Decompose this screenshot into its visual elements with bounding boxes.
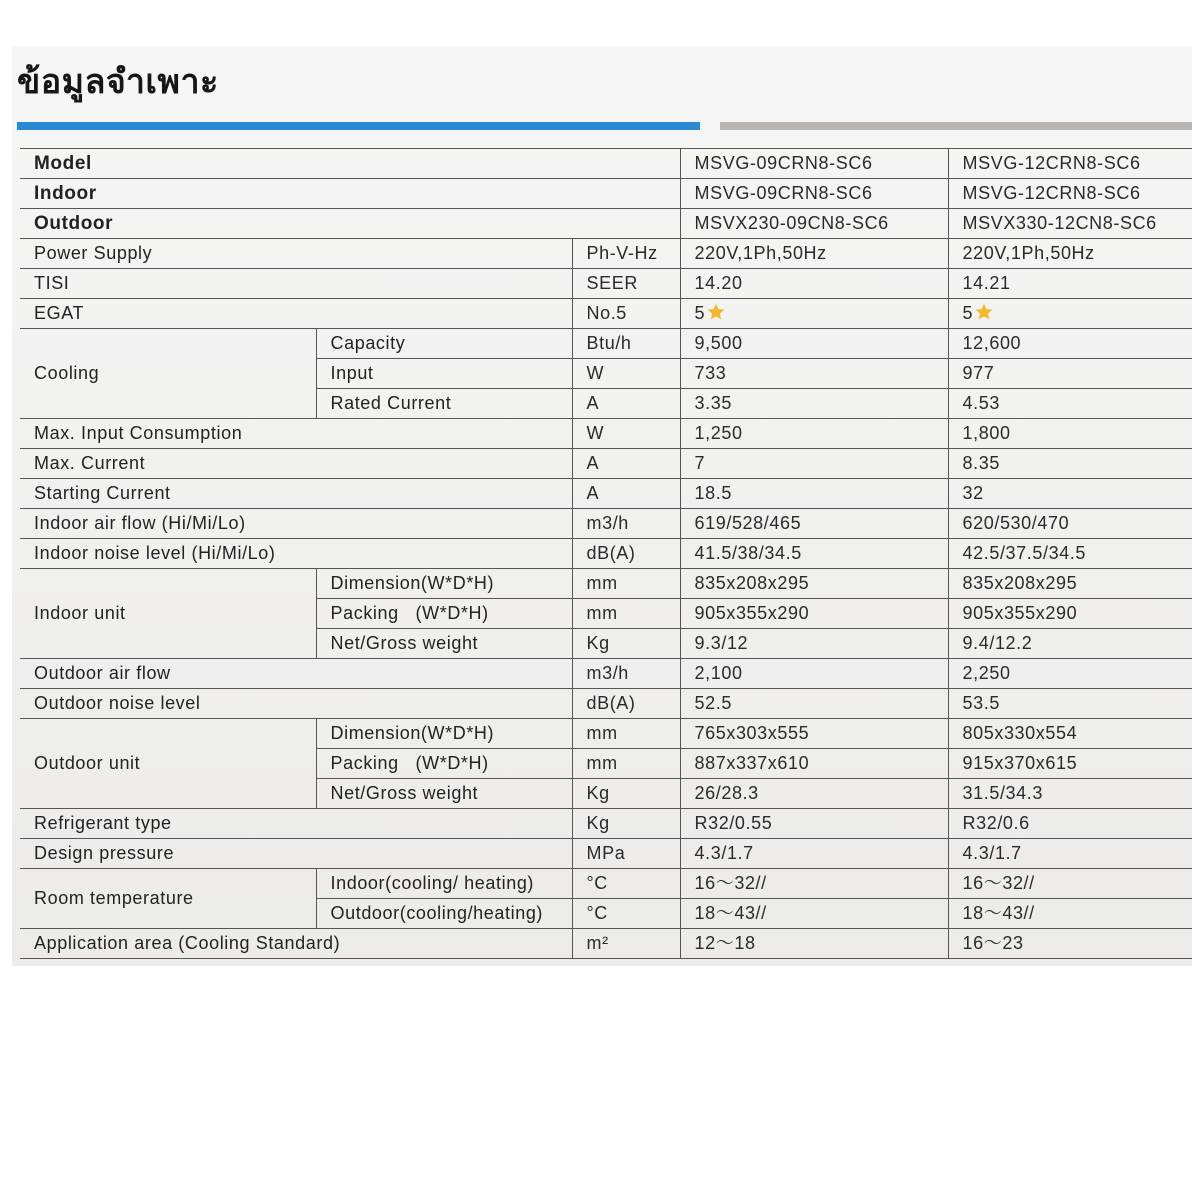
row-label: TISI <box>20 269 572 299</box>
table-row <box>20 269 1192 299</box>
sub-label: Dimension(W*D*H) <box>316 569 572 599</box>
table-row <box>20 659 1192 689</box>
sub-label: Packing (W*D*H) <box>316 599 572 629</box>
value-cell: 53.5 <box>948 689 1192 719</box>
unit-cell: mm <box>572 749 680 779</box>
value-model-b: MSVG-12CRN8-SC6 <box>948 149 1192 179</box>
value-model-a: MSVG-09CRN8-SC6 <box>680 149 948 179</box>
sub-label: Rated Current <box>316 389 572 419</box>
row-label: Indoor air flow (Hi/Mi/Lo) <box>20 509 572 539</box>
unit-cell: mm <box>572 719 680 749</box>
table-row <box>20 419 1192 449</box>
row-label: Max. Current <box>20 449 572 479</box>
spec-sheet <box>12 46 1192 966</box>
table-row <box>20 299 1192 329</box>
value-cell: 4.53 <box>948 389 1192 419</box>
sub-label: Indoor(cooling/ heating) <box>316 869 572 899</box>
row-label: Design pressure <box>20 839 572 869</box>
unit-cell: A <box>572 479 680 509</box>
unit-cell: Kg <box>572 809 680 839</box>
value-cell: 620/530/470 <box>948 509 1192 539</box>
value-cell: 3.35 <box>680 389 948 419</box>
value-indoor-b: MSVG-12CRN8-SC6 <box>948 179 1192 209</box>
egat-rating: 5 <box>694 303 706 323</box>
value-cell: 14.20 <box>680 269 948 299</box>
unit-cell: m² <box>572 929 680 959</box>
value-cell: 4.3/1.7 <box>680 839 948 869</box>
sub-label: Outdoor(cooling/heating) <box>316 899 572 929</box>
value-cell: 619/528/465 <box>680 509 948 539</box>
value-cell: 977 <box>948 359 1192 389</box>
value-cell: 835x208x295 <box>948 569 1192 599</box>
star-icon <box>974 302 994 322</box>
value-cell: 8.35 <box>948 449 1192 479</box>
table-row <box>20 539 1192 569</box>
value-cell: 220V,1Ph,50Hz <box>948 239 1192 269</box>
unit-cell: dB(A) <box>572 539 680 569</box>
sub-label: Net/Gross weight <box>316 629 572 659</box>
unit-cell: m3/h <box>572 659 680 689</box>
value-cell: 887x337x610 <box>680 749 948 779</box>
table-row <box>20 689 1192 719</box>
unit-cell: Kg <box>572 779 680 809</box>
table-row <box>20 929 1192 959</box>
value-cell: 733 <box>680 359 948 389</box>
title-underline-blue <box>17 122 700 130</box>
value-cell: 16～23 <box>948 929 1192 959</box>
group-label: Indoor unit <box>20 569 316 659</box>
row-label: Indoor <box>20 179 680 209</box>
table-row <box>20 179 1192 209</box>
value-cell: 220V,1Ph,50Hz <box>680 239 948 269</box>
value-cell: 18.5 <box>680 479 948 509</box>
group-label: Cooling <box>20 329 316 419</box>
value-cell: 905x355x290 <box>680 599 948 629</box>
table-row <box>20 209 1192 239</box>
value-cell: 16～32// <box>948 869 1192 899</box>
value-cell: 12,600 <box>948 329 1192 359</box>
unit-cell: m3/h <box>572 509 680 539</box>
row-label: Max. Input Consumption <box>20 419 572 449</box>
sub-label: Input <box>316 359 572 389</box>
value-cell: 12～18 <box>680 929 948 959</box>
value-cell: 835x208x295 <box>680 569 948 599</box>
value-cell: 1,800 <box>948 419 1192 449</box>
table-row <box>20 569 1192 599</box>
value-cell: 9,500 <box>680 329 948 359</box>
row-label: Outdoor noise level <box>20 689 572 719</box>
value-cell: 16～32// <box>680 869 948 899</box>
value-outdoor-a: MSVX230-09CN8-SC6 <box>680 209 948 239</box>
row-label: EGAT <box>20 299 572 329</box>
value-cell: 905x355x290 <box>948 599 1192 629</box>
spec-table <box>20 148 1192 959</box>
title-underline-grey <box>720 122 1192 130</box>
table-row <box>20 809 1192 839</box>
table-row <box>20 869 1192 899</box>
table-row <box>20 719 1192 749</box>
value-cell: 2,250 <box>948 659 1192 689</box>
row-label: Refrigerant type <box>20 809 572 839</box>
row-label: Starting Current <box>20 479 572 509</box>
unit-cell: SEER <box>572 269 680 299</box>
value-cell: R32/0.6 <box>948 809 1192 839</box>
group-label: Room temperature <box>20 869 316 929</box>
sub-label: Capacity <box>316 329 572 359</box>
value-cell: 7 <box>680 449 948 479</box>
value-cell: 805x330x554 <box>948 719 1192 749</box>
value-cell: 4.3/1.7 <box>948 839 1192 869</box>
row-label: Outdoor <box>20 209 680 239</box>
unit-cell: A <box>572 389 680 419</box>
value-cell: 32 <box>948 479 1192 509</box>
unit-cell: MPa <box>572 839 680 869</box>
egat-rating: 5 <box>962 303 974 323</box>
value-cell: 14.21 <box>948 269 1192 299</box>
table-row <box>20 239 1192 269</box>
value-cell: 2,100 <box>680 659 948 689</box>
value-cell <box>680 299 948 329</box>
page-title: ข้อมูลจำเพาะ <box>17 62 219 102</box>
value-cell: 9.3/12 <box>680 629 948 659</box>
unit-cell: No.5 <box>572 299 680 329</box>
unit-cell: mm <box>572 599 680 629</box>
table-row <box>20 839 1192 869</box>
value-cell: 1,250 <box>680 419 948 449</box>
row-label: Model <box>20 149 680 179</box>
value-indoor-a: MSVG-09CRN8-SC6 <box>680 179 948 209</box>
table-row <box>20 479 1192 509</box>
value-cell: R32/0.55 <box>680 809 948 839</box>
value-cell: 915x370x615 <box>948 749 1192 779</box>
value-cell: 31.5/34.3 <box>948 779 1192 809</box>
sub-label: Packing (W*D*H) <box>316 749 572 779</box>
value-cell: 41.5/38/34.5 <box>680 539 948 569</box>
value-cell: 18～43// <box>948 899 1192 929</box>
group-label: Outdoor unit <box>20 719 316 809</box>
unit-cell: Btu/h <box>572 329 680 359</box>
unit-cell: W <box>572 359 680 389</box>
unit-cell: dB(A) <box>572 689 680 719</box>
value-cell: 18～43// <box>680 899 948 929</box>
unit-cell: °C <box>572 869 680 899</box>
row-label: Power Supply <box>20 239 572 269</box>
table-row <box>20 449 1192 479</box>
star-icon <box>706 302 726 322</box>
table-row <box>20 329 1192 359</box>
table-row <box>20 509 1192 539</box>
unit-cell: mm <box>572 569 680 599</box>
value-cell: 26/28.3 <box>680 779 948 809</box>
unit-cell: A <box>572 449 680 479</box>
unit-cell: Kg <box>572 629 680 659</box>
value-outdoor-b: MSVX330-12CN8-SC6 <box>948 209 1192 239</box>
value-cell: 9.4/12.2 <box>948 629 1192 659</box>
unit-cell: W <box>572 419 680 449</box>
value-cell: 42.5/37.5/34.5 <box>948 539 1192 569</box>
table-row <box>20 149 1192 179</box>
value-cell: 52.5 <box>680 689 948 719</box>
sub-label: Net/Gross weight <box>316 779 572 809</box>
row-label: Application area (Cooling Standard) <box>20 929 572 959</box>
unit-cell: °C <box>572 899 680 929</box>
row-label: Outdoor air flow <box>20 659 572 689</box>
value-cell <box>948 299 1192 329</box>
sub-label: Dimension(W*D*H) <box>316 719 572 749</box>
value-cell: 765x303x555 <box>680 719 948 749</box>
unit-cell: Ph-V-Hz <box>572 239 680 269</box>
row-label: Indoor noise level (Hi/Mi/Lo) <box>20 539 572 569</box>
